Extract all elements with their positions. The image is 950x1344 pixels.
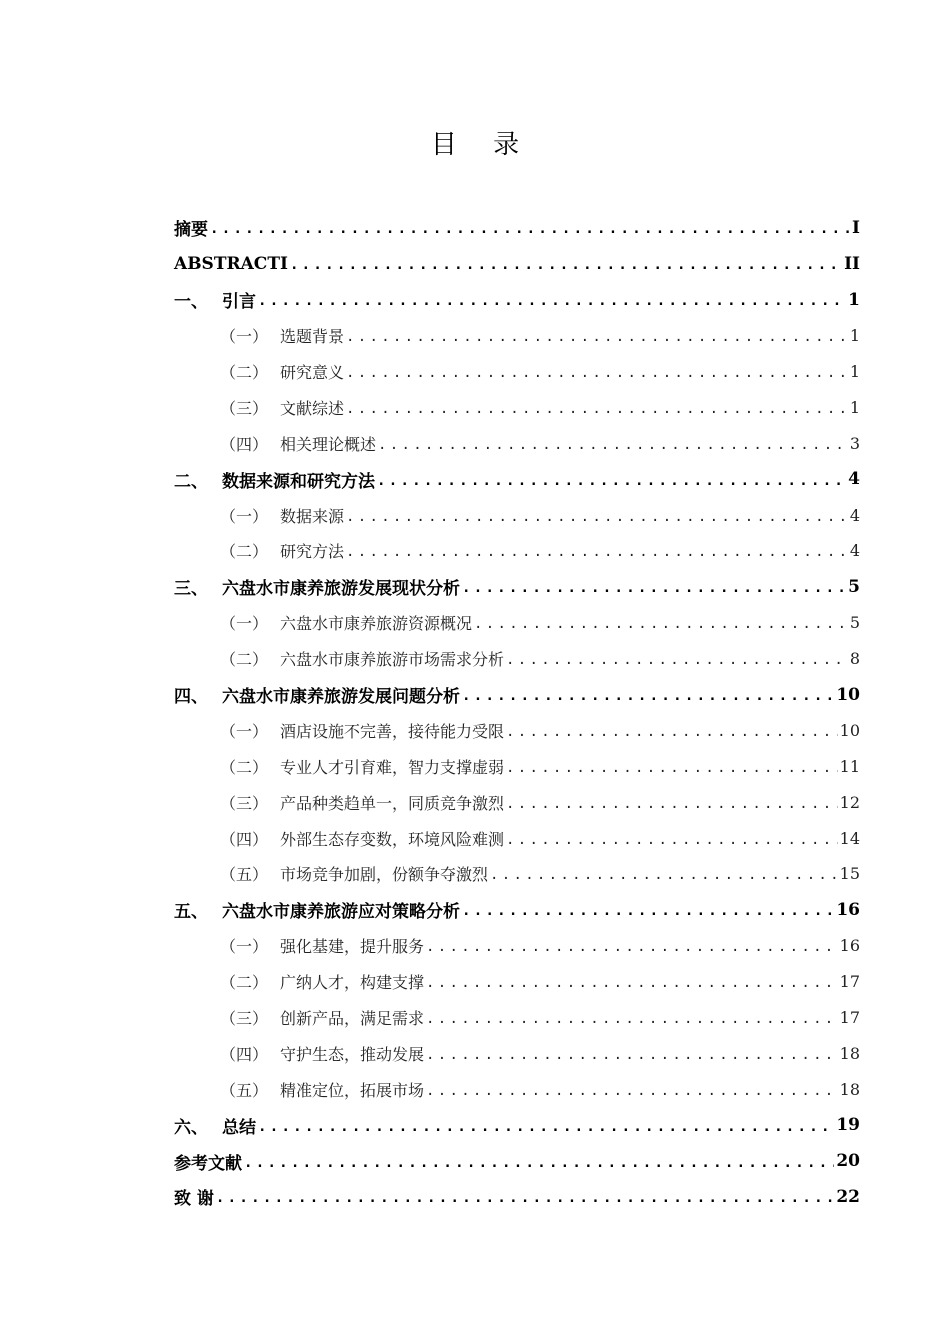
toc-entry-number: （二） — [220, 757, 269, 777]
toc-entry[interactable] — [174, 1179, 860, 1215]
toc-leader-dots — [426, 1009, 838, 1026]
toc-entry-number: （一） — [220, 721, 269, 741]
toc-entry-title: 六盘水市康养旅游发展现状分析 — [222, 579, 460, 600]
toc-entry-number: 六、 — [174, 1117, 208, 1138]
toc-entry-title: 相关理论概述 — [280, 434, 377, 454]
toc-entry[interactable] — [174, 425, 860, 461]
toc-entry-page-number: 3 — [849, 433, 860, 453]
toc-entry[interactable] — [174, 497, 860, 533]
toc-entry-page-number: 1 — [849, 397, 860, 417]
toc-entry[interactable] — [174, 748, 860, 784]
toc-entry-page-number: 17 — [839, 1008, 860, 1028]
toc-entry-page-number: 8 — [849, 649, 860, 669]
toc-entry[interactable] — [174, 569, 860, 605]
toc-entry-title: ABSTRACTI — [174, 253, 288, 274]
toc-leader-dots — [216, 1188, 834, 1205]
toc-leader-dots — [506, 758, 838, 775]
toc-entry-page-number: 18 — [839, 1043, 860, 1063]
toc-entry[interactable] — [174, 1000, 860, 1036]
toc-entry-number: 一、 — [174, 292, 208, 313]
toc-entry-title: 选题背景 — [280, 327, 345, 347]
toc-entry[interactable] — [174, 282, 860, 318]
toc-entry-number: （一） — [220, 937, 269, 957]
toc-entry-page-number: 14 — [839, 828, 860, 848]
toc-entry-number: 五、 — [174, 902, 208, 923]
toc-leader-dots — [377, 471, 846, 488]
toc-entry-title: 守护生态，推动发展 — [280, 1044, 425, 1064]
toc-leader-dots — [462, 578, 846, 595]
toc-entry-number: 四、 — [174, 687, 208, 708]
toc-leader-dots — [426, 937, 838, 954]
toc-entry[interactable] — [174, 784, 860, 820]
toc-entry-page-number: 15 — [839, 864, 860, 884]
toc-leader-dots — [346, 327, 848, 344]
toc-entry-number: （二） — [220, 363, 269, 382]
toc-leader-dots — [462, 686, 834, 703]
toc-entry[interactable] — [174, 354, 860, 390]
toc-entry-number: （五） — [220, 865, 269, 885]
toc-leader-dots — [378, 435, 848, 452]
toc-entry[interactable] — [174, 246, 860, 282]
toc-entry-page-number: 1 — [848, 289, 860, 310]
toc-entry-title: 六盘水市康养旅游应对策略分析 — [222, 902, 460, 923]
toc-entry[interactable] — [174, 928, 860, 964]
toc-entry[interactable] — [174, 677, 860, 713]
toc-leader-dots — [426, 1045, 838, 1062]
toc-entry-number: （四） — [220, 1044, 269, 1064]
toc-entry-number: 三、 — [174, 579, 208, 600]
toc-entry-title: 总结 — [222, 1117, 256, 1138]
toc-entry-title: 酒店设施不完善，接待能力受限 — [280, 721, 505, 741]
toc-entry-page-number: 5 — [848, 576, 860, 597]
toc-entry-page-number: 16 — [836, 899, 860, 920]
toc-entry-number: （四） — [220, 434, 269, 454]
toc-leader-dots — [244, 1153, 834, 1170]
toc-entry[interactable] — [174, 1107, 860, 1143]
toc-leader-dots — [346, 542, 848, 559]
toc-leader-dots — [506, 830, 838, 847]
toc-entry-number: （一） — [220, 506, 269, 526]
toc-leader-dots — [462, 901, 834, 918]
toc-entry-page-number: 10 — [839, 720, 860, 740]
toc-entry[interactable] — [174, 892, 860, 928]
toc-entry-title: 数据来源 — [280, 506, 345, 526]
toc-entry-page-number: I — [852, 217, 860, 238]
toc-entry-page-number: 16 — [839, 936, 860, 956]
toc-entry-number: （三） — [220, 1009, 269, 1029]
toc-entry[interactable] — [174, 318, 860, 354]
toc-entry-page-number: 5 — [849, 613, 860, 633]
toc-entry-page-number: 12 — [839, 792, 860, 812]
toc-entry-title: 外部生态存变数，环境风险难测 — [280, 829, 505, 849]
toc-entry[interactable] — [174, 856, 860, 892]
toc-entry-title: 引言 — [222, 292, 256, 313]
toc-entry-title: 数据来源和研究方法 — [222, 471, 375, 492]
toc-entry-page-number: 4 — [848, 469, 860, 490]
toc-entry-title: 六盘水市康养旅游资源概况 — [280, 614, 473, 634]
toc-entry-number: （三） — [220, 793, 269, 813]
toc-entry-title: 文献综述 — [280, 398, 345, 418]
table-of-contents — [174, 210, 860, 1215]
toc-entry-number: （五） — [220, 1080, 269, 1100]
toc-leader-dots — [490, 865, 838, 882]
toc-entry-page-number: II — [844, 253, 860, 274]
toc-entry-title: 专业人才引育难，智力支撑虚弱 — [280, 757, 505, 777]
toc-entry[interactable] — [174, 712, 860, 748]
toc-leader-dots — [426, 1081, 838, 1098]
toc-leader-dots — [290, 255, 842, 272]
toc-entry-page-number: 1 — [849, 326, 860, 346]
toc-entry[interactable] — [174, 210, 860, 246]
toc-entry-number: （二） — [220, 542, 269, 562]
toc-entry-page-number: 11 — [839, 756, 860, 776]
toc-entry-title: 研究方法 — [280, 542, 345, 562]
toc-entry-number: 二、 — [174, 471, 208, 492]
toc-entry-title: 精准定位，拓展市场 — [280, 1080, 425, 1100]
toc-entry-page-number: 18 — [839, 1079, 860, 1099]
toc-leader-dots — [426, 973, 838, 990]
toc-entry-title: 强化基建，提升服务 — [280, 937, 425, 957]
page-title: 目 录 — [430, 130, 534, 160]
toc-entry-title: 产品种类趋单一，同质竞争激烈 — [280, 793, 505, 813]
toc-entry[interactable] — [174, 533, 860, 569]
toc-entry-page-number: 20 — [836, 1151, 860, 1172]
toc-entry-number: （二） — [220, 650, 269, 670]
toc-entry-title: 六盘水市康养旅游发展问题分析 — [222, 687, 460, 708]
toc-entry-page-number: 17 — [839, 972, 860, 992]
toc-entry[interactable] — [174, 461, 860, 497]
toc-leader-dots — [258, 1117, 834, 1134]
toc-entry-number: （一） — [220, 614, 269, 634]
toc-entry-page-number: 22 — [836, 1186, 860, 1207]
toc-entry[interactable] — [174, 820, 860, 856]
toc-entry-number: （三） — [220, 398, 269, 418]
toc-entry-number: （一） — [220, 327, 269, 347]
toc-entry[interactable] — [174, 964, 860, 1000]
toc-entry-title: 创新产品，满足需求 — [280, 1009, 425, 1029]
toc-entry-title: 参考文献 — [174, 1153, 242, 1174]
toc-entry-page-number: 4 — [849, 541, 860, 561]
toc-entry[interactable] — [174, 389, 860, 425]
toc-entry-number: （二） — [220, 973, 269, 993]
toc-entry[interactable] — [174, 641, 860, 677]
toc-leader-dots — [258, 291, 846, 308]
toc-entry[interactable] — [174, 1071, 860, 1107]
toc-entry-page-number: 4 — [849, 505, 860, 525]
toc-entry-page-number: 10 — [836, 684, 860, 705]
toc-leader-dots — [506, 794, 838, 811]
toc-entry-page-number: 1 — [849, 362, 860, 381]
toc-entry-title: 致 谢 — [174, 1189, 214, 1210]
toc-entry-title: 摘要 — [174, 220, 208, 241]
toc-leader-dots — [210, 219, 850, 236]
toc-entry[interactable] — [174, 1035, 860, 1071]
toc-leader-dots — [506, 722, 838, 739]
toc-entry-page-number: 19 — [836, 1115, 860, 1136]
toc-leader-dots — [346, 363, 848, 380]
toc-entry[interactable] — [174, 1143, 860, 1179]
toc-leader-dots — [346, 399, 848, 416]
toc-entry[interactable] — [174, 605, 860, 641]
toc-leader-dots — [506, 650, 848, 667]
toc-entry-number: （四） — [220, 829, 269, 849]
toc-leader-dots — [474, 614, 848, 631]
toc-leader-dots — [346, 507, 848, 524]
toc-entry-title: 研究意义 — [280, 363, 345, 382]
toc-entry-title: 六盘水市康养旅游市场需求分析 — [280, 650, 505, 670]
toc-entry-title: 广纳人才，构建支撑 — [280, 973, 425, 993]
toc-entry-title: 市场竞争加剧，份额争夺激烈 — [280, 865, 489, 885]
